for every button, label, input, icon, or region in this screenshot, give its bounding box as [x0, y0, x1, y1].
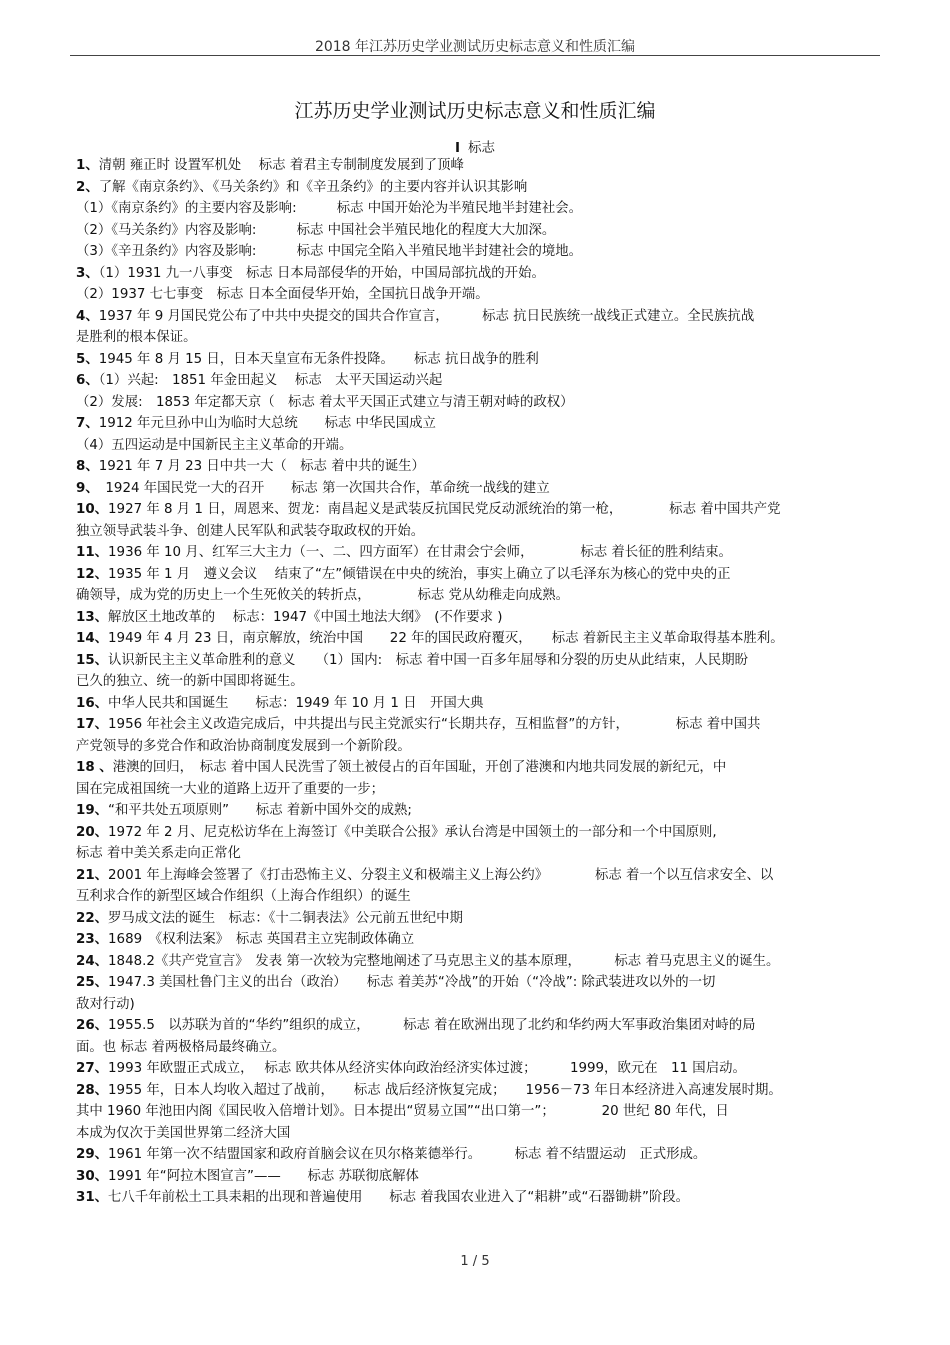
- item-number: 19、: [76, 803, 109, 818]
- item-text: （2）1937 七七事变 标志 日本全面侵华开始，全国抗日战争开端。: [76, 287, 489, 302]
- item-text: 1689 《权利法案》 标志 英国君主立宪制政体确立: [108, 932, 415, 947]
- list-item: [76, 757, 876, 800]
- item-number: 18 、: [76, 760, 113, 775]
- list-item: [76, 392, 876, 414]
- item-text: 1924 年国民党一大的召开 标志 第一次国共合作，革命统一战线的建立: [92, 480, 550, 496]
- list-item: [76, 284, 876, 306]
- item-text: 解放区土地改革的 标志：1947《中国土地法大纲》 (不作要求 ): [108, 609, 503, 625]
- item-text: （1）《南京条约》的主要内容及影响: 标志 中国开始沦为半殖民地半封建社会。: [76, 201, 583, 216]
- item-number: 2、: [76, 179, 99, 195]
- item-number: 6、: [76, 373, 99, 388]
- item-text: 1937 年 9 月国民党公布了中共中央提交的国共合作宣言， 标志 抗日民族统一战线正式建立。全民族抗战 是胜利的根本保证。: [76, 308, 755, 345]
- list-item: [76, 1144, 876, 1166]
- list-item: [76, 1058, 876, 1080]
- item-number: 15、: [76, 652, 109, 668]
- section-number: Ⅰ: [454, 140, 461, 156]
- item-text: 1945 年 8 月 15 日，日本天皇宣布无条件投降。 标志 抗日战争的胜利: [98, 351, 539, 367]
- item-text: 1921 年 7 月 23 日中共一大（ 标志 着中共的诞生）: [98, 459, 425, 474]
- item-number: 5、: [76, 351, 99, 367]
- document-body: [76, 155, 876, 1209]
- item-number: 31、: [76, 1190, 109, 1205]
- item-number: 26、: [76, 1018, 109, 1033]
- item-text: 1972 年 2 月、尼克松访华在上海签订《中美联合公报》承认台湾是中国领土的一部分和一个中国原则, 标志 着中美关系走向正常化: [76, 824, 717, 861]
- list-item: [76, 628, 876, 650]
- item-number: 13、: [76, 609, 109, 625]
- item-number: 14、: [76, 631, 109, 646]
- list-item: [76, 822, 876, 865]
- page-number: 1 / 5: [460, 1254, 490, 1269]
- list-item: [76, 413, 876, 435]
- list-item: [76, 929, 876, 951]
- list-item: [76, 951, 876, 973]
- list-item: [76, 908, 876, 930]
- list-item: [76, 370, 876, 392]
- section-heading: [70, 136, 880, 156]
- list-item: [76, 800, 876, 822]
- list-item: [76, 607, 876, 629]
- list-item: [76, 714, 876, 757]
- list-item: [76, 220, 876, 242]
- item-text: 1955.5 以苏联为首的“华约”组织的成立， 标志 着在欧洲出现了北约和华约两大军事政治集团对峙的局 面。也 标志 着两极格局最终确立。: [76, 1018, 756, 1055]
- item-text: （2）发展: 1853 年定都天京（ 标志 着太平天国正式建立与清王朝对峙的政权）: [76, 394, 574, 410]
- list-item: [76, 306, 876, 349]
- item-text: 认识新民主主义革命胜利的意义 （1）国内: 标志 着中国一百多年屈辱和分裂的历史从此结束，人民期盼 已久的独立、统一的新中国即将诞生。: [76, 652, 748, 689]
- item-text: （4）五四运动是中国新民主主义革命的开端。: [76, 437, 353, 453]
- item-text: 了解《南京条约》、《马关条约》和《辛丑条约》的主要内容并认识其影响: [98, 179, 528, 195]
- item-text: 罗马成文法的诞生 标志：《十二铜表法》公元前五世纪中期: [108, 910, 463, 926]
- item-number: 23、: [76, 932, 109, 947]
- list-item: [76, 478, 876, 500]
- list-item: [76, 972, 876, 1015]
- item-text: “和平共处五项原则” 标志 着新中国外交的成熟;: [108, 803, 412, 818]
- item-text: 七八千年前松土工具耒耜的出现和普遍使用 标志 着我国农业进入了“耜耕”或“石器锄耕”阶段。: [108, 1190, 690, 1205]
- item-number: 1、: [76, 158, 99, 173]
- item-text: 1993 年欧盟正式成立， 标志 欧共体从经济实体向政治经济实体过渡； 1999，欧元在 11 国启动。: [108, 1061, 746, 1076]
- item-number: 3、: [76, 265, 99, 281]
- item-text: 1956 年社会主义改造完成后，中共提出与民主党派实行“长期共存，互相监督”的方针， 标志 着中国共 产党领导的多党合作和政治协商制度发展到一个新阶段。: [76, 717, 761, 754]
- list-item: [76, 263, 876, 285]
- item-number: 25、: [76, 975, 109, 990]
- list-item: [76, 155, 876, 177]
- item-number: 28、: [76, 1082, 109, 1098]
- item-text: 1912 年元旦孙中山为临时大总统 标志 中华民国成立: [98, 416, 436, 431]
- item-text: 2001 年上海峰会签署了《打击恐怖主义、分裂主义和极端主义上海公约》 标志 着一个以互信求安全、以 互利求合作的新型区域合作组织（上海合作组织）的诞生: [76, 867, 774, 904]
- running-header: 2018 年江苏历史学业测试历史标志意义和性质汇编: [314, 39, 636, 55]
- list-item: [76, 650, 876, 693]
- item-text: 1961 年第一次不结盟国家和政府首脑会议在贝尔格莱德举行。 标志 着不结盟运动 正式形成。: [108, 1147, 707, 1162]
- item-number: 22、: [76, 910, 109, 926]
- item-text: （1）兴起: 1851 年金田起义 标志 太平天国运动兴起: [98, 373, 443, 388]
- item-number: 8、: [76, 459, 99, 474]
- item-text: 1848.2《共产党宣言》 发表 第一次较为完整地阐述了马克思主义的基本原理， 标志 着马克思主义的诞生。: [108, 953, 780, 969]
- item-text: （3）《辛丑条约》内容及影响: 标志 中国完全陷入半殖民地半封建社会的境地。: [76, 244, 583, 259]
- item-number: 17、: [76, 717, 109, 732]
- item-text: 1991 年“阿拉木图宣言”—— 标志 苏联彻底解体: [108, 1168, 419, 1184]
- list-item: [76, 1187, 876, 1209]
- list-item: [76, 1015, 876, 1058]
- list-item: [76, 435, 876, 457]
- item-text: 港澳的回归， 标志 着中国人民洗雪了领土被侵占的百年国耻，开创了港澳和内地共同发展的新纪元，中 国在完成祖国统一大业的道路上迈开了重要的一步；: [76, 760, 727, 797]
- item-number: 29、: [76, 1147, 109, 1162]
- list-item: [76, 542, 876, 564]
- list-item: [76, 177, 876, 199]
- list-item: [76, 1080, 876, 1145]
- list-item: [76, 349, 876, 371]
- item-number: 4、: [76, 308, 99, 324]
- list-item: [76, 456, 876, 478]
- item-text: 1936 年 10 月、红军三大主力（一、二、四方面军）在甘肃会宁会师， 标志 着长征的胜利结束。: [108, 545, 732, 560]
- item-text: 1935 年 1 月 遵义会议 结束了“左”倾错误在中央的统治，事实上确立了以毛泽东为核心的党中央的正 确领导，成为党的历史上一个生死攸关的转折点， 标志 党从幼稚走向成熟。: [76, 566, 731, 603]
- list-item: [76, 241, 876, 263]
- list-item: [76, 865, 876, 908]
- list-item: [76, 693, 876, 715]
- item-number: 24、: [76, 953, 109, 969]
- header-divider: [70, 55, 880, 56]
- document-title: 江苏历史学业测试历史标志意义和性质汇编: [294, 100, 656, 122]
- item-number: 21、: [76, 867, 109, 883]
- item-text: 清朝 雍正时 设置军机处 标志 着君主专制制度发展到了顶峰: [98, 158, 464, 173]
- item-text: 中华人民共和国诞生 标志：1949 年 10 月 1 日 开国大典: [108, 695, 484, 711]
- list-item: [76, 198, 876, 220]
- item-number: 7、: [76, 416, 99, 431]
- item-text: （2）《马关条约》内容及影响: 标志 中国社会半殖民地化的程度大大加深。: [76, 222, 556, 238]
- list-item: [76, 499, 876, 542]
- item-number: 27、: [76, 1061, 109, 1076]
- item-text: 1927 年 8 月 1 日，周恩来、贺龙：南昌起义是武装反抗国民党反动派统治的第一枪， 标志 着中国共产党 独立领导武装斗争、创建人民军队和武装夺取政权的开始。: [76, 502, 781, 539]
- item-text: 1947.3 美国杜鲁门主义的出台（政治） 标志 着美苏“冷战”的开始（“冷战”: 除武装进攻以外的一切 敌对行动): [76, 975, 716, 1012]
- item-text: 1955 年，日本人均收入超过了战前， 标志 战后经济恢复完成； 1956－73 年日本经济进入高速发展时期。 其中 1960 年池田内阁《国民收入倍增计划》。日本提出“贸易立国”“出口第一”； 20 世纪 80 年代，日 本成为仅次于美国世界第二经济大国: [76, 1082, 782, 1141]
- item-number: 30、: [76, 1168, 109, 1184]
- section-label: 标志: [468, 140, 496, 156]
- item-number: 10、: [76, 502, 109, 517]
- list-item: [76, 564, 876, 607]
- list-item: [76, 1166, 876, 1188]
- item-text: 1949 年 4 月 23 日，南京解放，统治中国 22 年的国民政府覆灭， 标志 着新民主主义革命取得基本胜利。: [108, 631, 784, 646]
- item-text: （1）1931 九一八事变 标志 日本局部侵华的开始，中国局部抗战的开始。: [98, 265, 545, 281]
- item-number: 12、: [76, 566, 109, 582]
- item-number: 11、: [76, 545, 109, 560]
- item-number: 9、: [76, 480, 93, 496]
- item-number: 20、: [76, 824, 109, 840]
- item-number: 16、: [76, 695, 109, 711]
